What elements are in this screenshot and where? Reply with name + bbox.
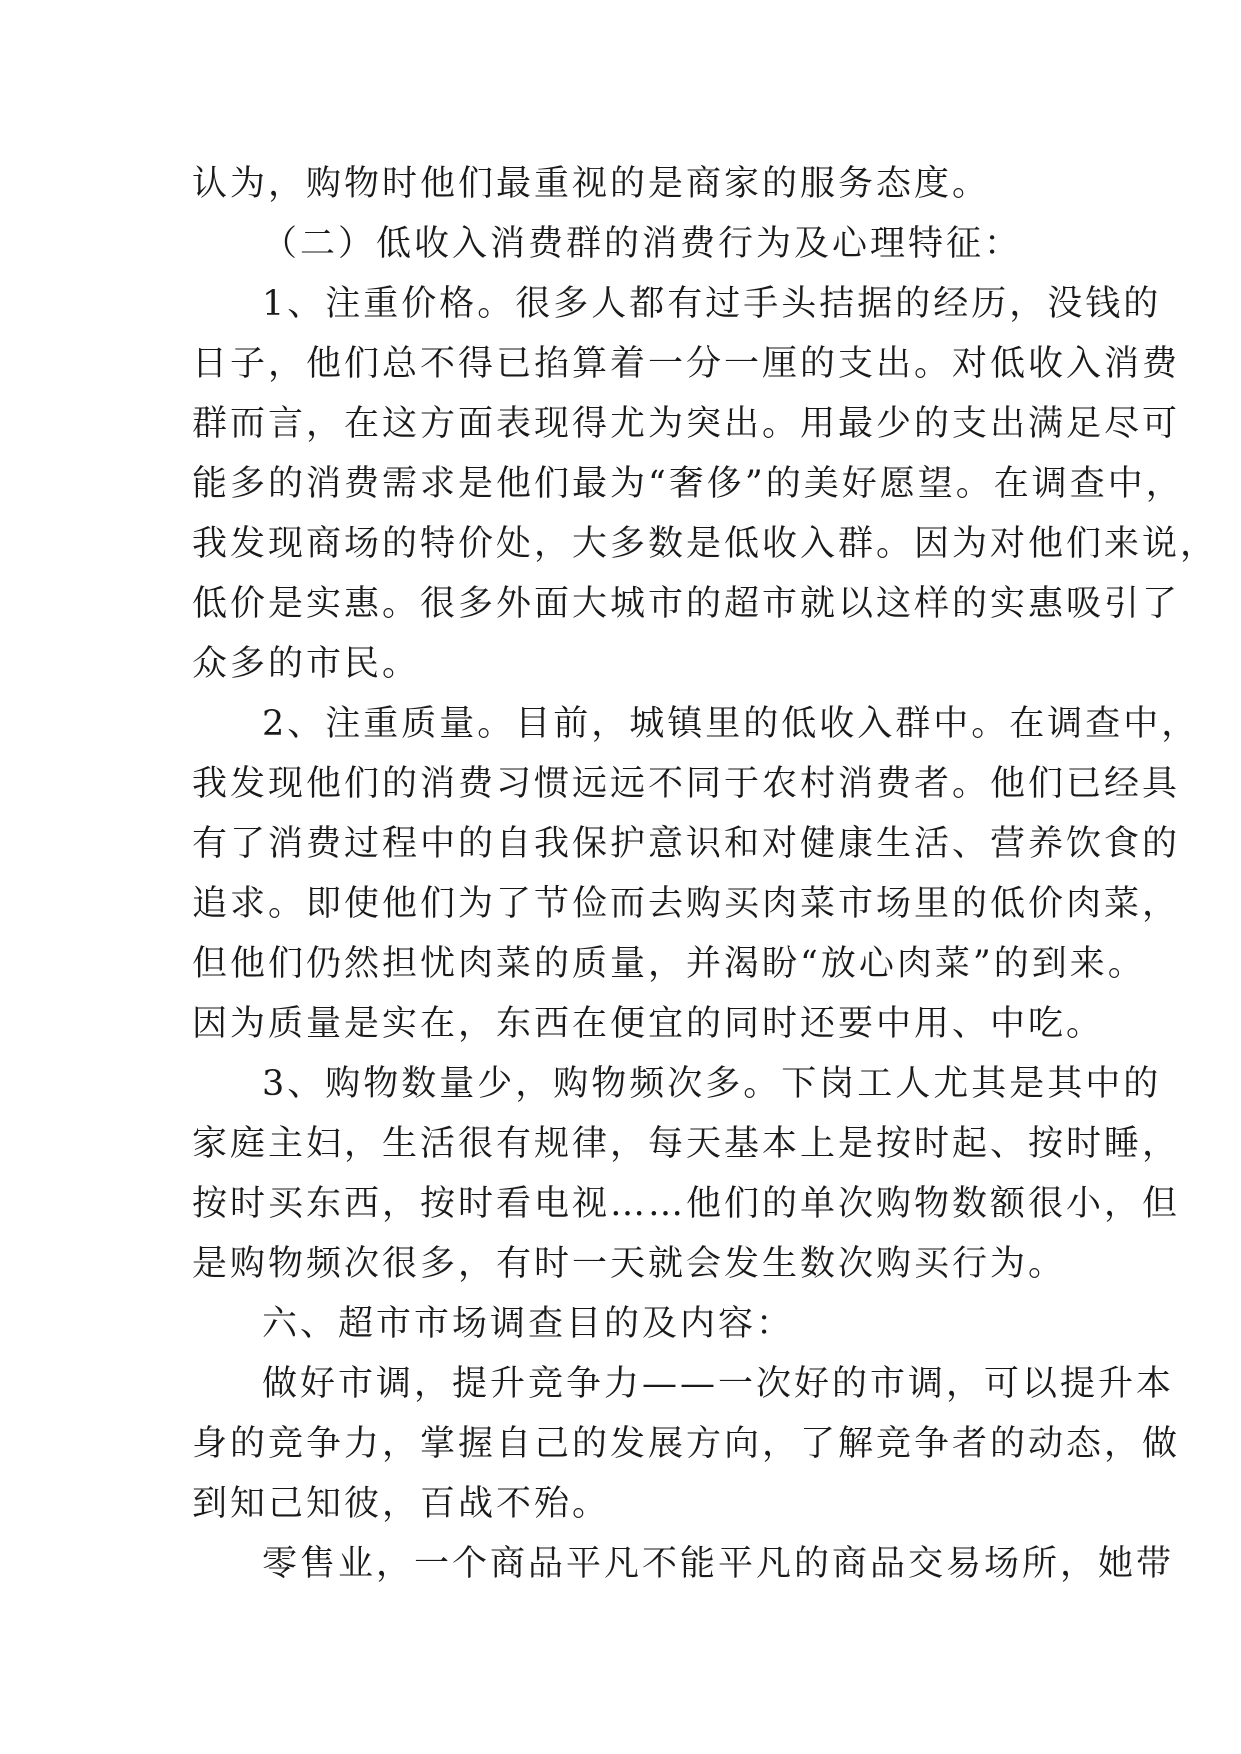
paragraph-line: 1、注重价格。很多人都有过手头拮据的经历，没钱的: [262, 284, 1162, 324]
paragraph-line: 到知己知彼，百战不殆。: [192, 1484, 611, 1524]
paragraph-line: 追求。即使他们为了节俭而去购买肉菜市场里的低价肉菜，: [192, 884, 1181, 924]
paragraph-line: 按时买东西，按时看电视……他们的单次购物数额很小，但: [192, 1184, 1181, 1224]
section-heading: （二）低收入消费群的消费行为及心理特征：: [262, 224, 1023, 264]
paragraph-line: 身的竞争力，掌握自己的发展方向，了解竞争者的动态，做: [192, 1424, 1181, 1464]
section-heading: 六、超市市场调查目的及内容：: [262, 1304, 795, 1344]
paragraph-line: 是购物频次很多，有时一天就会发生数次购买行为。: [192, 1244, 1067, 1284]
paragraph-line: 我发现他们的消费习惯远远不同于农村消费者。他们已经具: [192, 764, 1181, 804]
paragraph-line: 低价是实惠。很多外面大城市的超市就以这样的实惠吸引了: [192, 584, 1181, 624]
paragraph-line: 家庭主妇，生活很有规律，每天基本上是按时起、按时睡，: [192, 1124, 1181, 1164]
paragraph-line: 但他们仍然担忧肉菜的质量，并渴盼“放心肉菜”的到来。: [192, 944, 1146, 984]
paragraph-line: 认为，购物时他们最重视的是商家的服务态度。: [192, 164, 991, 204]
paragraph-line: 有了消费过程中的自我保护意识和对健康生活、营养饮食的: [192, 824, 1181, 864]
paragraph-line: 3、购物数量少，购物频次多。下岗工人尤其是其中的: [262, 1064, 1162, 1104]
paragraph-line: 零售业，一个商品平凡不能平凡的商品交易场所，她带: [262, 1544, 1175, 1584]
paragraph-line: 因为质量是实在，东西在便宜的同时还要中用、中吃。: [192, 1004, 1105, 1044]
paragraph-line: 我发现商场的特价处，大多数是低收入群。因为对他们来说，: [192, 524, 1219, 564]
paragraph-line: 众多的市民。: [192, 644, 421, 684]
paragraph-line: 做好市调，提升竞争力——一次好的市调，可以提升本: [262, 1364, 1175, 1404]
paragraph-line: 能多的消费需求是他们最为“奢侈”的美好愿望。在调查中，: [192, 464, 1184, 504]
document-body: [192, 154, 1219, 1594]
paragraph-line: 2、注重质量。目前，城镇里的低收入群中。在调查中，: [262, 704, 1200, 744]
paragraph-line: 群而言，在这方面表现得尤为突出。用最少的支出满足尽可: [192, 404, 1181, 444]
paragraph-line: 日子，他们总不得已掐算着一分一厘的支出。对低收入消费: [192, 344, 1181, 384]
